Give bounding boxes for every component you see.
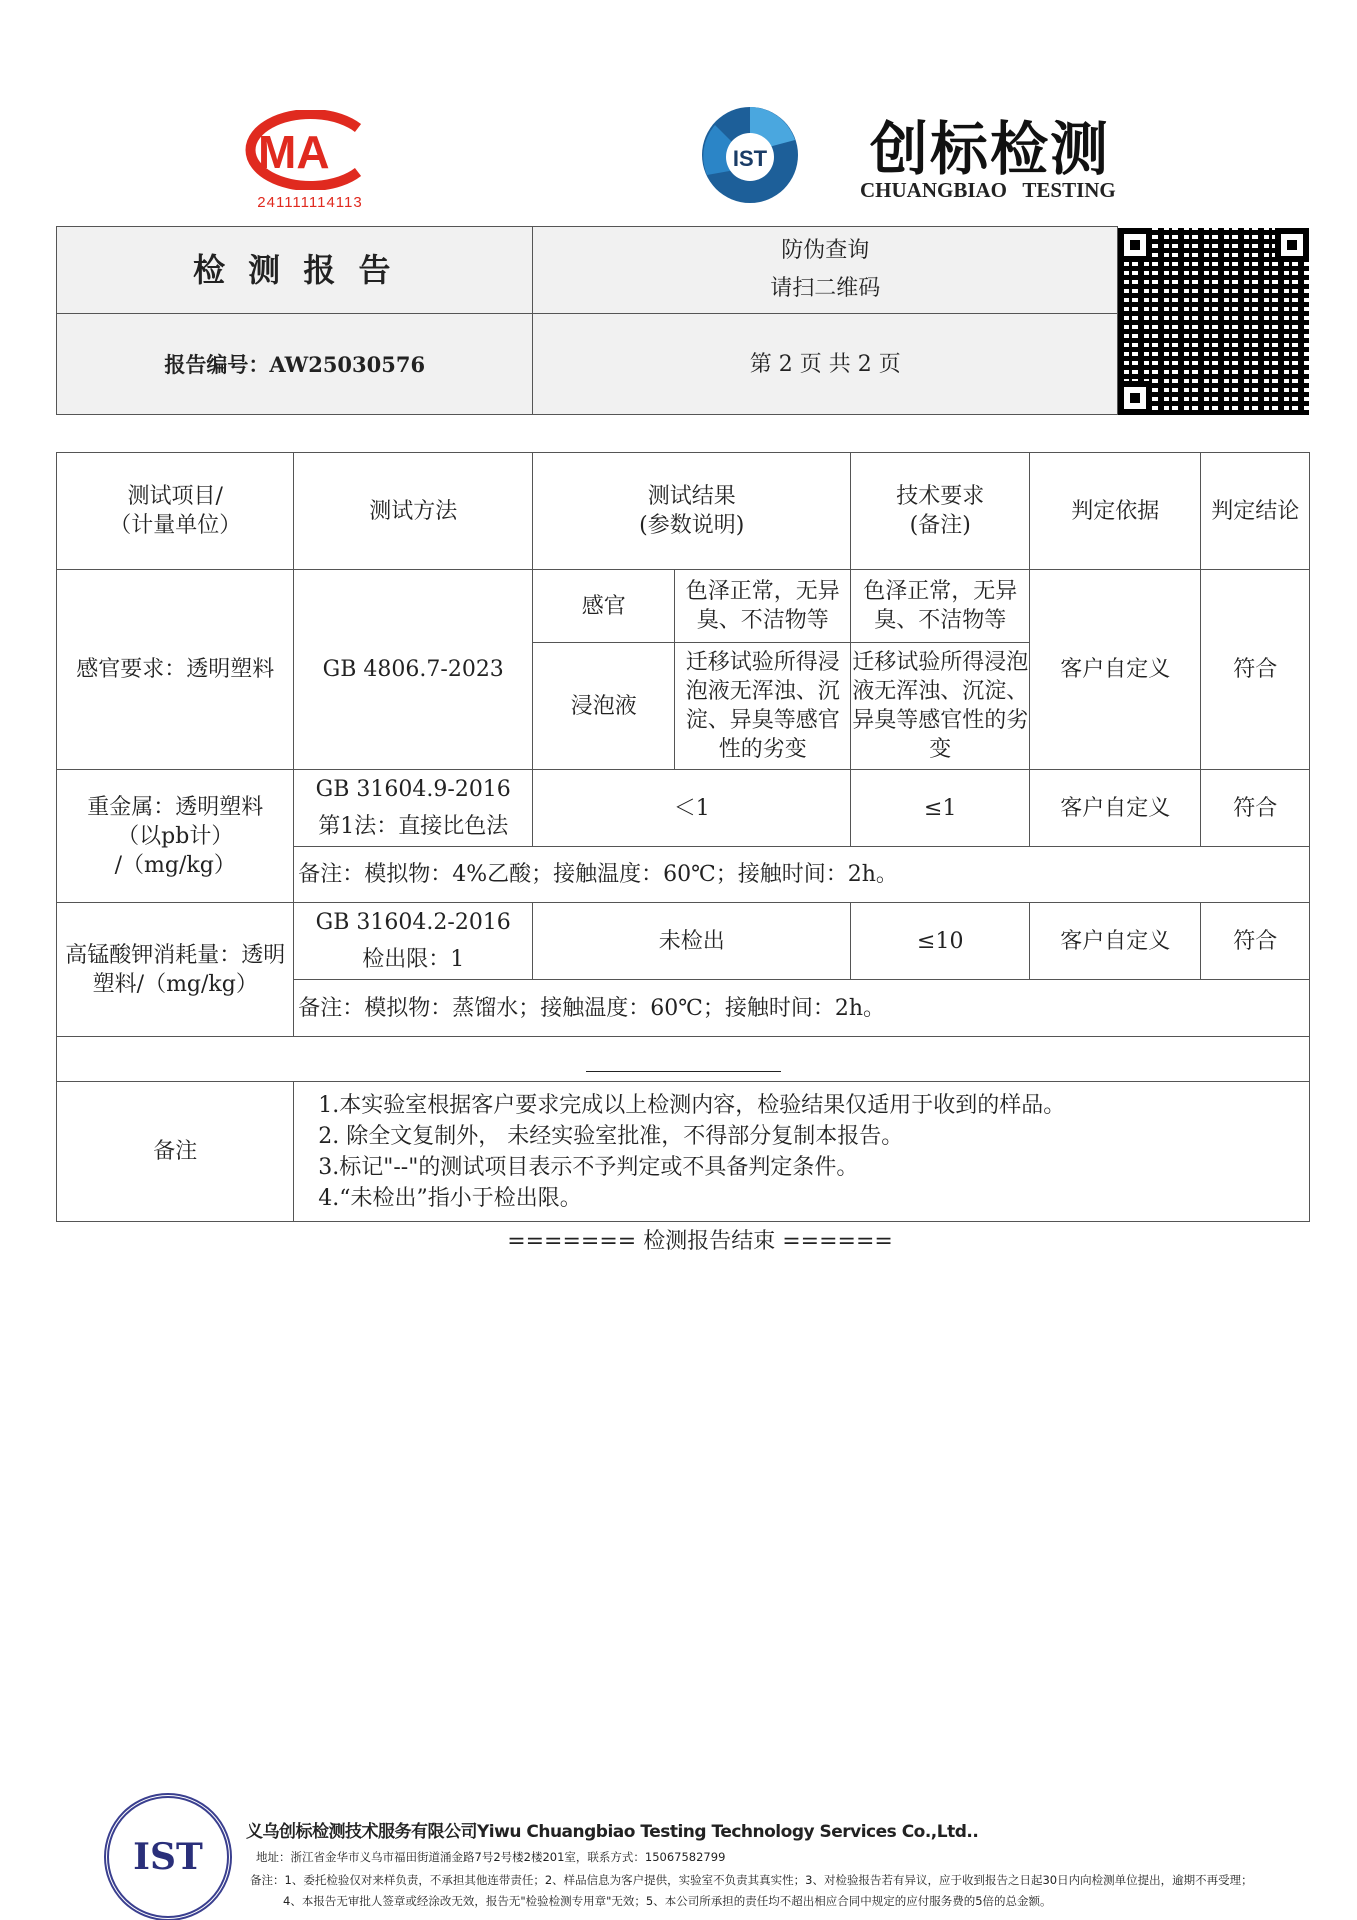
ist-seal	[104, 1793, 232, 1920]
col-header-method: 测试方法	[293, 452, 533, 570]
report-end: ======= 检测报告结束 ======	[507, 1229, 893, 1254]
seal-text: IST	[133, 1836, 203, 1878]
row3-requirement: ≤10	[850, 902, 1030, 980]
page-info: 第 2 页 共 2 页	[532, 313, 1118, 415]
anti-fake-line2: 请扫二维码	[770, 276, 881, 302]
row1-sub2-requirement: 迁移试验所得浸泡液无浑浊、沉淀、异臭等感官性的劣变	[850, 642, 1030, 770]
remark-1: 1.本实验室根据客户要求完成以上检测内容，检验结果仅适用于收到的样品。	[318, 1092, 1066, 1118]
row1-method: GB 4806.7-2023	[293, 569, 533, 770]
row1-item: 感官要求：透明塑料	[56, 569, 294, 770]
anti-fake-line1: 防伪查询	[781, 238, 870, 264]
row3-result: 未检出	[532, 902, 851, 980]
row3-item: 高锰酸钾消耗量：透明塑料/（mg/kg）	[56, 902, 294, 1037]
anti-fake-cell	[532, 226, 1118, 314]
cma-logo	[240, 110, 380, 210]
row1-sub1-requirement: 色泽正常，无异臭、不洁物等	[850, 569, 1030, 643]
row3-basis: 客户自定义	[1029, 902, 1201, 980]
separator-row	[56, 1036, 1310, 1082]
col-header-item: 测试项目/ （计量单位）	[56, 452, 294, 570]
remark-3: 3.标记"--"的测试项目表示不予判定或不具备判定条件。	[318, 1154, 859, 1180]
row3-method: GB 31604.2-2016 检出限：1	[293, 902, 533, 980]
col-header-requirement: 技术要求 (备注)	[850, 452, 1030, 570]
ist-swirl-icon	[695, 100, 805, 210]
report-number: 报告编号：AW25030576	[56, 313, 533, 415]
row1-sub2-result: 迁移试验所得浸泡液无浑浊、沉淀、异臭等感官性的劣变	[674, 642, 851, 770]
ist-logo	[695, 100, 805, 210]
cma-number: 241111114113	[257, 194, 363, 211]
col-header-conclusion: 判定结论	[1200, 452, 1310, 570]
remark-4: 4.“未检出”指小于检出限。	[318, 1185, 582, 1211]
separator-line	[586, 1071, 781, 1072]
row2-basis: 客户自定义	[1029, 769, 1201, 847]
row1-sub1-result: 色泽正常，无异臭、不洁物等	[674, 569, 851, 643]
row2-note: 备注：模拟物：4%乙酸；接触温度：60℃；接触时间：2h。	[293, 846, 1310, 903]
cma-mark-icon	[240, 110, 380, 190]
row2-item: 重金属：透明塑料 （以pb计） /（mg/kg）	[56, 769, 294, 903]
footer-note-1: 备注：1、委托检验仅对来样负责，不承担其他连带责任；2、样品信息为客户提供，实验室不负责其真实性；3、对检验报告若有异议，应于收到报告之日起30日内向检测单位提出，逾期不再受理；	[250, 1873, 1253, 1887]
row2-result: ＜1	[532, 769, 851, 847]
svg-text:IST: IST	[732, 146, 768, 171]
row1-sub1-label: 感官	[532, 569, 675, 643]
remarks-label: 备注	[56, 1081, 294, 1222]
row3-note: 备注：模拟物：蒸馏水；接触温度：60℃；接触时间：2h。	[293, 979, 1310, 1037]
remarks-list	[293, 1081, 1310, 1222]
row1-basis: 客户自定义	[1029, 569, 1201, 770]
row2-method: GB 31604.9-2016 第1法：直接比色法	[293, 769, 533, 847]
row1-sub2-label: 浸泡液	[532, 642, 675, 770]
col-header-basis: 判定依据	[1029, 452, 1201, 570]
brand-name-en: CHUANGBIAO TESTING	[860, 178, 1116, 202]
brand-name-cn: 创标检测	[870, 115, 1111, 183]
col-header-result: 测试结果 (参数说明)	[532, 452, 851, 570]
report-title: 检 测 报 告	[56, 226, 533, 314]
row3-conclusion: 符合	[1200, 902, 1310, 980]
footer-company: 义乌创标检测技术服务有限公司Yiwu Chuangbiao Testing Technology Services Co.,Ltd..	[246, 1822, 979, 1842]
svg-text:MA: MA	[258, 126, 330, 178]
footer-note-2: 4、本报告无审批人签章或经涂改无效，报告无"检验检测专用章"无效；5、本公司所承担的责任均不超出相应合同中规定的应付服务费的5倍的总金额。	[283, 1894, 1052, 1908]
qr-code[interactable]	[1118, 228, 1309, 415]
row2-conclusion: 符合	[1200, 769, 1310, 847]
footer-address: 地址：浙江省金华市义乌市福田街道涌金路7号2号楼2楼201室，联系方式：15067582799	[256, 1850, 726, 1864]
remark-2: 2. 除全文复制外， 未经实验室批准，不得部分复制本报告。	[318, 1123, 904, 1149]
row1-conclusion: 符合	[1200, 569, 1310, 770]
row2-requirement: ≤1	[850, 769, 1030, 847]
